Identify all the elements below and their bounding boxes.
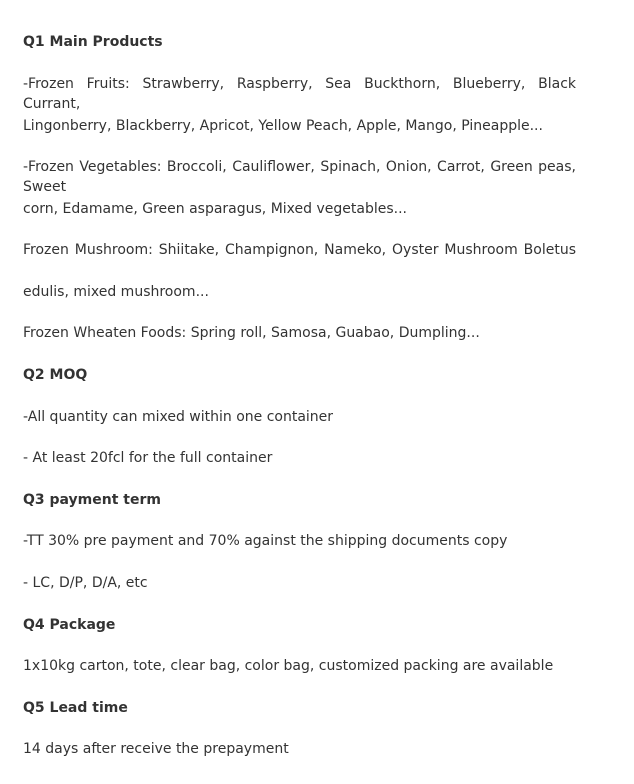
answer-line: - LC, D/P, D/A, etc [23,575,148,591]
answer-line: -TT 30% pre payment and 70% against the shipping documents copy [23,533,508,549]
question-payment-term: Q3 payment term [23,492,161,508]
answer-line: Lingonberry, Blackberry, Apricot, Yellow Peach, Apple, Mango, Pineapple... [23,118,543,134]
answer-line: -Frozen Fruits: Strawberry, Raspberry, Sea Buckthorn, Blueberry, Black Currant, [23,76,576,112]
answer-line: corn, Edamame, Green asparagus, Mixed vegetables... [23,201,407,217]
answer-line: Frozen Mushroom: Shiitake, Champignon, Nameko, Oyster Mushroom Boletus [23,242,576,258]
question-package: Q4 Package [23,617,116,633]
answer-line: Frozen Wheaten Foods: Spring roll, Samosa, Guabao, Dumpling... [23,325,480,341]
answer-line: -Frozen Vegetables: Broccoli, Cauliflower, Spinach, Onion, Carrot, Green peas, Sweet [23,159,576,195]
answer-line: edulis, mixed mushroom... [23,284,209,300]
question-main-products: Q1 Main Products [23,34,163,50]
answer-line: 1x10kg carton, tote, clear bag, color bag, customized packing are available [23,658,554,674]
question-moq: Q2 MOQ [23,367,88,383]
answer-line: - At least 20fcl for the full container [23,450,273,466]
question-lead-time: Q5 Lead time [23,700,128,716]
answer-line: 14 days after receive the prepayment [23,741,289,757]
answer-line: -All quantity can mixed within one container [23,409,334,425]
